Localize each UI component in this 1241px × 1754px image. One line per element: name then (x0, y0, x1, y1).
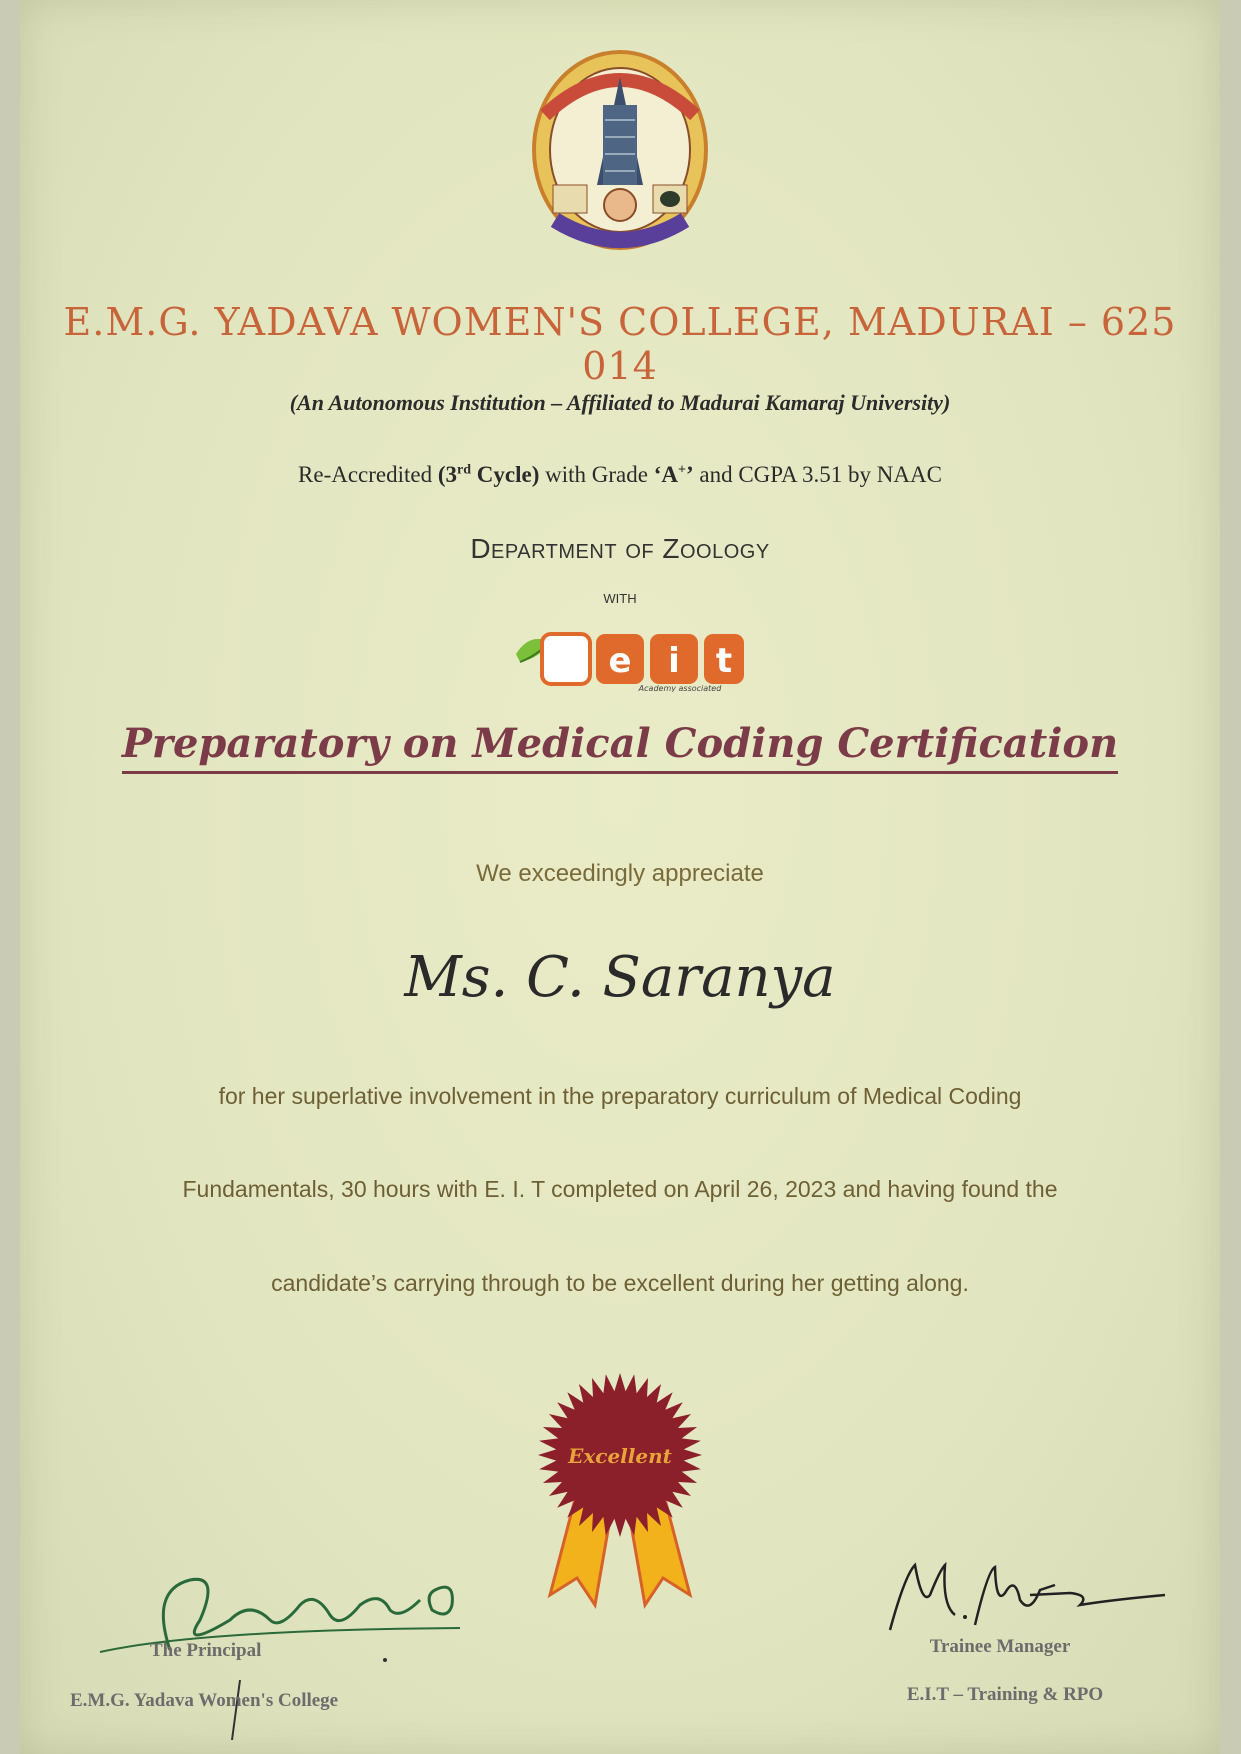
accreditation-grade-sup: + (677, 462, 686, 478)
appreciation-text: We exceedingly appreciate (476, 860, 764, 887)
manager-title: Trainee Manager (929, 1636, 1071, 1657)
certificate-title (20, 720, 1220, 767)
college-temple-emblem-icon (525, 45, 715, 255)
eit-logo-icon (510, 628, 750, 692)
eit-tagline: Academy associated (638, 684, 722, 692)
eit-letter-i: i (668, 641, 680, 681)
certificate-title-text: Preparatory on Medical Coding Certification (122, 720, 1118, 774)
principal-college: E.M.G. Yadava Women's College (70, 1690, 339, 1711)
affiliation: (An Autonomous Institution – Affiliated to Madurai Kamaraj University) (289, 390, 951, 415)
principal-title: The Principal (150, 1640, 262, 1661)
accreditation-grade-close: ’ (685, 462, 694, 487)
accreditation-grade: ‘A (653, 462, 678, 487)
principal-signature (80, 1560, 520, 1740)
body-line-1: for her superlative involvement in the preparatory curriculum of Medical Coding (218, 1083, 1022, 1109)
accreditation-cycle-close: Cycle) (471, 462, 540, 487)
seal-text: Excellent (568, 1444, 672, 1468)
accreditation (20, 462, 1220, 488)
manager-signature (880, 1555, 1180, 1645)
accreditation-prefix: Re-Accredited (298, 462, 433, 487)
college-name: E.M.G. YADAVA WOMEN'S COLLEGE, MADURAI – 625 014 (63, 300, 1177, 388)
eit-letter-t: t (715, 641, 733, 681)
department-name: Department of Zoology (470, 533, 770, 564)
manager-org: E.I.T – Training & RPO (906, 1684, 1104, 1705)
accreditation-grade-text: with Grade (545, 462, 648, 487)
with-label: with (603, 587, 637, 608)
body-line-2: Fundamentals, 30 hours with E. I. T completed on April 26, 2023 and having found the (182, 1176, 1058, 1202)
excellent-seal-icon (535, 1370, 705, 1610)
accreditation-cycle: (3 (437, 462, 458, 487)
recipient-name: Ms. C. Saranya (404, 945, 836, 1010)
body-line-3: candidate’s carrying through to be excellent during her getting along. (271, 1270, 969, 1296)
accreditation-cycle-sup: rd (457, 462, 472, 478)
eit-letter-e: e (608, 641, 632, 681)
certificate-sheet (20, 0, 1220, 1754)
accreditation-suffix: and CGPA 3.51 by NAAC (699, 462, 942, 487)
